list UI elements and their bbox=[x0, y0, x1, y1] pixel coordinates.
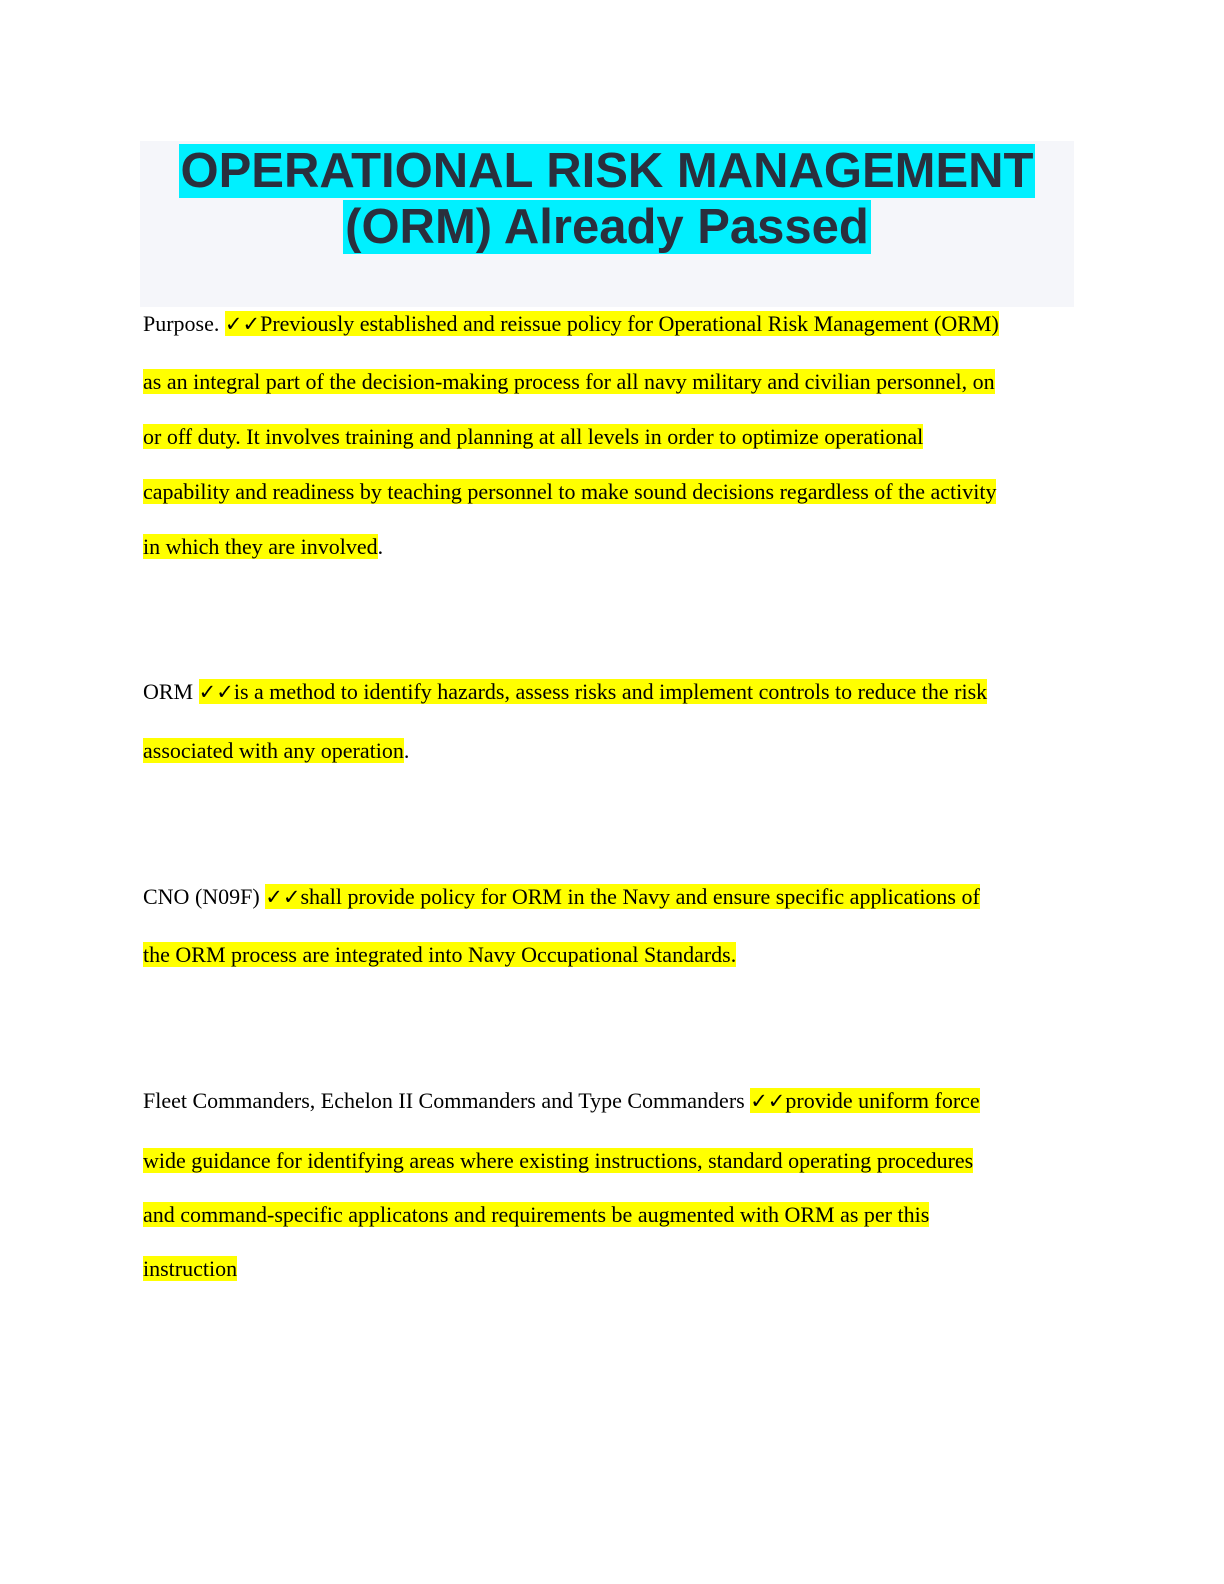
entry-term: CNO (N09F) bbox=[143, 884, 266, 909]
answer-line: associated with any operation bbox=[143, 738, 404, 763]
double-check-icon: ✓✓ bbox=[198, 680, 234, 704]
title-line-2: (ORM) Already Passed bbox=[345, 200, 869, 254]
entry-term: ORM bbox=[143, 679, 199, 704]
answer-line: is a method to identify hazards, assess risks and implement controls to reduce the risk bbox=[233, 679, 988, 704]
entry-fleet-commanders bbox=[143, 1086, 1078, 1284]
answer-highlight bbox=[265, 884, 980, 909]
double-check-icon: ✓✓ bbox=[265, 885, 301, 909]
document-title bbox=[140, 141, 1074, 307]
answer-line: in which they are involved bbox=[143, 534, 378, 559]
answer-highlight bbox=[225, 311, 999, 336]
answer-line: capability and readiness by teaching personnel to make sound decisions regardless of the activity bbox=[143, 479, 997, 504]
entry-term: Purpose. bbox=[143, 311, 225, 336]
answer-line: the ORM process are integrated into Navy Occupational Standards. bbox=[143, 942, 737, 967]
double-check-icon: ✓✓ bbox=[224, 312, 261, 336]
title-line-1: OPERATIONAL RISK MANAGEMENT bbox=[180, 144, 1034, 198]
answer-line: instruction bbox=[143, 1256, 238, 1281]
answer-line: wide guidance for identifying areas where existing instructions, standard operating procedures bbox=[143, 1148, 974, 1173]
answer-highlight bbox=[750, 1088, 979, 1113]
entry-cno bbox=[143, 882, 1078, 970]
answer-line: and command-specific applicatons and requirements be augmented with ORM as per this bbox=[143, 1202, 930, 1227]
answer-line: Previously established and reissue policy for Operational Risk Management (ORM) bbox=[260, 311, 999, 336]
trailing-punct: . bbox=[377, 534, 384, 559]
answer-highlight bbox=[199, 679, 988, 704]
entry-term: Fleet Commanders, Echelon II Commanders and Type Commanders bbox=[143, 1088, 751, 1113]
trailing-punct: . bbox=[403, 738, 410, 763]
answer-line: as an integral part of the decision-making process for all navy military and civilian personnel, on bbox=[143, 369, 995, 394]
double-check-icon: ✓✓ bbox=[750, 1089, 786, 1113]
answer-line: shall provide policy for ORM in the Navy and ensure specific applications of bbox=[300, 884, 980, 909]
answer-line: provide uniform force bbox=[785, 1088, 980, 1113]
entry-orm bbox=[143, 677, 1078, 766]
answer-line: or off duty. It involves training and planning at all levels in order to optimize operational bbox=[143, 424, 924, 449]
entry-purpose bbox=[143, 309, 1078, 562]
